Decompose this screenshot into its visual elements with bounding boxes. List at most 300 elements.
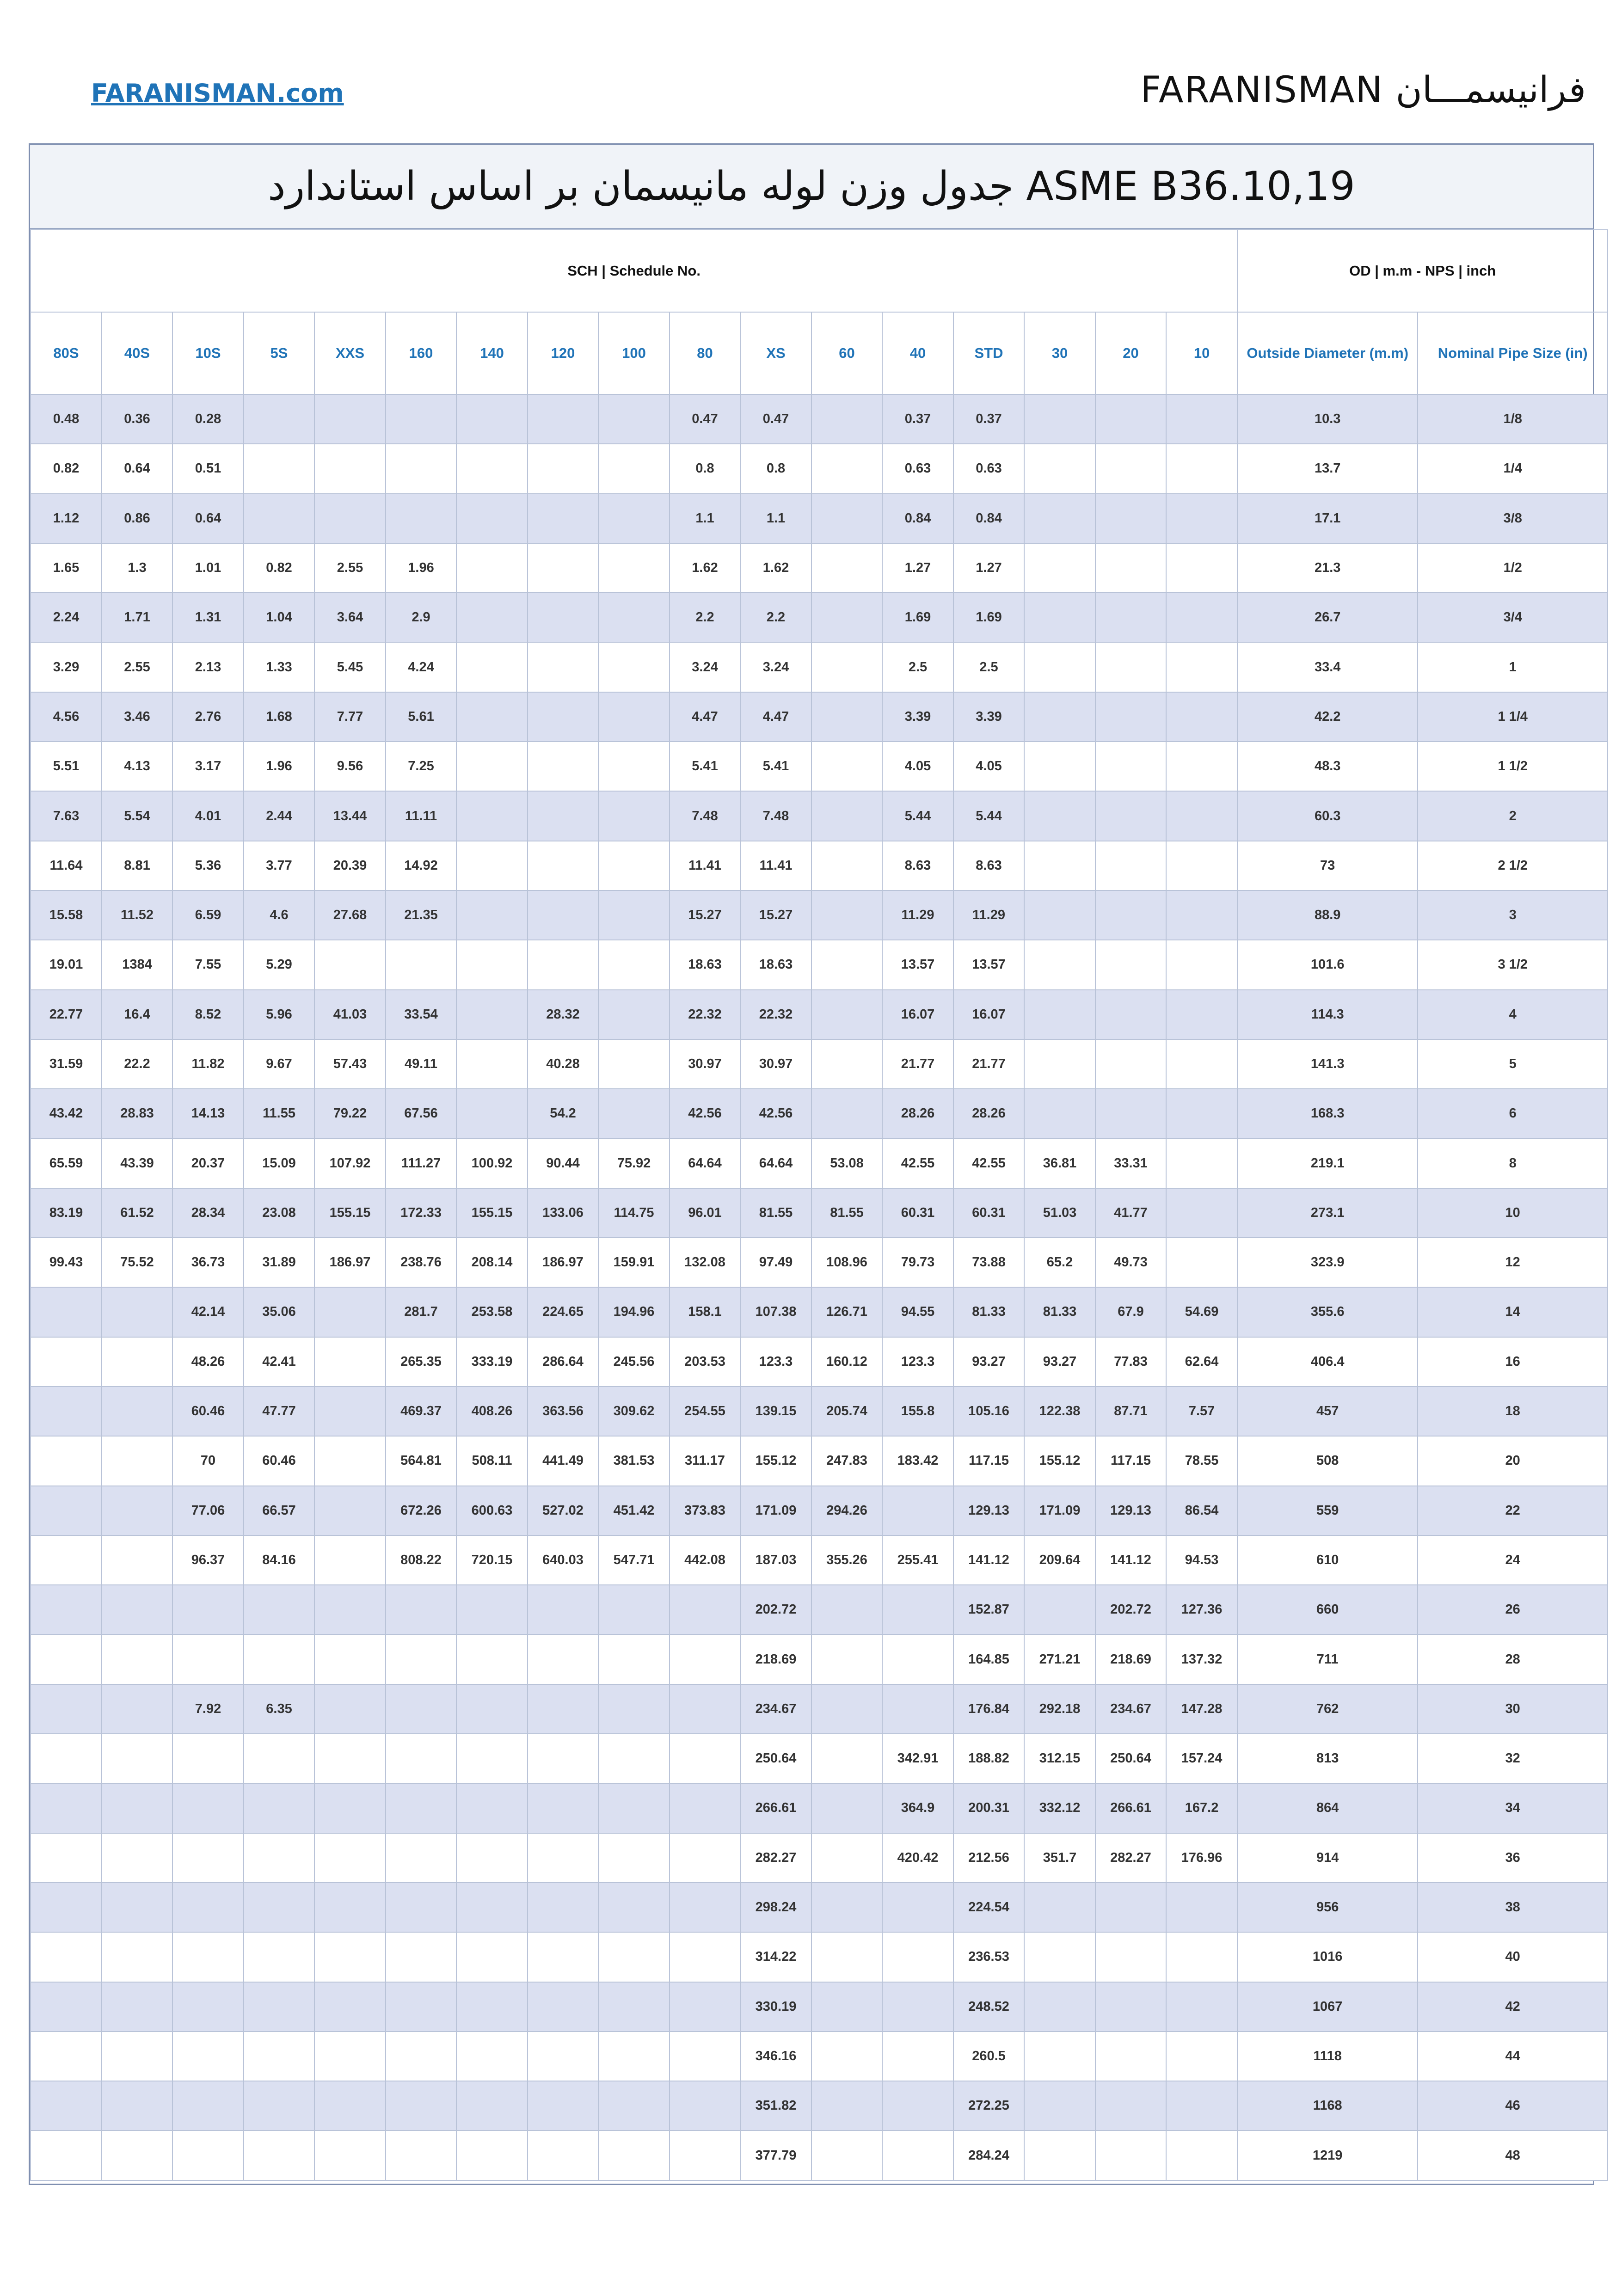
- table-row: [31, 940, 1608, 989]
- table-cell: 3.29: [31, 642, 102, 692]
- table-cell: 7.63: [31, 791, 102, 841]
- table-cell: 11.82: [172, 1039, 244, 1089]
- table-cell: 60.3: [1237, 791, 1418, 841]
- table-cell: [386, 940, 456, 989]
- table-cell: [811, 742, 882, 791]
- table-row: [31, 890, 1608, 940]
- table-row: [31, 1734, 1608, 1783]
- table-cell: [1166, 543, 1237, 593]
- table-cell: 77.06: [172, 1486, 244, 1535]
- table-cell: 323.9: [1237, 1238, 1418, 1287]
- table-cell: 346.16: [740, 2032, 811, 2081]
- table-cell: [1095, 1089, 1166, 1138]
- table-cell: [456, 742, 528, 791]
- table-cell: 0.51: [172, 444, 244, 493]
- table-cell: [456, 394, 528, 444]
- column-header: Nominal Pipe Size (in): [1418, 312, 1608, 394]
- table-cell: [386, 1585, 456, 1634]
- table-cell: [528, 1883, 598, 1932]
- table-cell: 87.71: [1095, 1387, 1166, 1436]
- table-row: [31, 1783, 1608, 1833]
- table-cell: 49.11: [386, 1039, 456, 1089]
- table-cell: 813: [1237, 1734, 1418, 1783]
- table-cell: [456, 2130, 528, 2180]
- table-cell: 21.3: [1237, 543, 1418, 593]
- table-cell: 3.17: [172, 742, 244, 791]
- table-cell: [528, 2081, 598, 2130]
- table-cell: 111.27: [386, 1138, 456, 1188]
- table-cell: 355.26: [811, 1535, 882, 1585]
- brand-logo-text: FARANISMAN فرانیسمـــان: [1140, 69, 1586, 111]
- table-cell: [528, 1734, 598, 1783]
- table-cell: 1.65: [31, 543, 102, 593]
- table-cell: 60.31: [953, 1188, 1024, 1238]
- table-cell: 60.31: [882, 1188, 953, 1238]
- table-cell: [1095, 1039, 1166, 1089]
- table-cell: [314, 1883, 386, 1932]
- table-cell: 0.47: [670, 394, 740, 444]
- table-cell: 282.27: [1095, 1833, 1166, 1883]
- weight-table-sheet: [29, 143, 1594, 2185]
- table-cell: 281.7: [386, 1287, 456, 1337]
- table-cell: 254.55: [670, 1387, 740, 1436]
- table-cell: [1024, 1585, 1095, 1634]
- table-cell: 8.63: [953, 841, 1024, 890]
- table-cell: [102, 1387, 172, 1436]
- table-cell: [1095, 642, 1166, 692]
- table-cell: 79.73: [882, 1238, 953, 1287]
- table-cell: [882, 1486, 953, 1535]
- table-cell: [670, 1932, 740, 1982]
- table-cell: [598, 1039, 670, 1089]
- table-cell: 234.67: [740, 1684, 811, 1734]
- table-cell: [670, 1684, 740, 1734]
- table-cell: 141.12: [953, 1535, 1024, 1585]
- table-cell: [1024, 841, 1095, 890]
- table-cell: 22.32: [670, 990, 740, 1039]
- table-cell: [314, 394, 386, 444]
- table-cell: [102, 2032, 172, 2081]
- table-cell: [102, 2130, 172, 2180]
- table-cell: [172, 1982, 244, 2032]
- table-cell: 373.83: [670, 1486, 740, 1535]
- table-cell: 11.29: [953, 890, 1024, 940]
- table-cell: [528, 692, 598, 742]
- table-cell: [670, 2032, 740, 2081]
- table-cell: [244, 444, 314, 493]
- table-cell: [1024, 2032, 1095, 2081]
- table-cell: 54.69: [1166, 1287, 1237, 1337]
- table-cell: 265.35: [386, 1337, 456, 1387]
- table-cell: 527.02: [528, 1486, 598, 1535]
- table-cell: [1024, 642, 1095, 692]
- table-cell: 33.54: [386, 990, 456, 1039]
- table-cell: 155.12: [740, 1436, 811, 1486]
- table-cell: [882, 2081, 953, 2130]
- table-cell: [244, 1883, 314, 1932]
- table-cell: 255.41: [882, 1535, 953, 1585]
- table-cell: [244, 2032, 314, 2081]
- table-cell: [314, 1585, 386, 1634]
- table-cell: 44: [1418, 2032, 1608, 2081]
- table-cell: 236.53: [953, 1932, 1024, 1982]
- table-cell: 420.42: [882, 1833, 953, 1883]
- table-cell: 47.77: [244, 1387, 314, 1436]
- table-cell: [386, 444, 456, 493]
- table-cell: 129.13: [1095, 1486, 1166, 1535]
- table-cell: [456, 1089, 528, 1138]
- table-cell: [31, 1883, 102, 1932]
- table-cell: [1166, 1039, 1237, 1089]
- table-cell: [456, 1585, 528, 1634]
- table-cell: [102, 1734, 172, 1783]
- table-row: [31, 692, 1608, 742]
- table-cell: 0.37: [953, 394, 1024, 444]
- table-cell: [31, 1585, 102, 1634]
- table-cell: 11.55: [244, 1089, 314, 1138]
- table-cell: 49.73: [1095, 1238, 1166, 1287]
- table-cell: [598, 1089, 670, 1138]
- table-cell: 1168: [1237, 2081, 1418, 2130]
- table-cell: 1016: [1237, 1932, 1418, 1982]
- table-cell: 355.6: [1237, 1287, 1418, 1337]
- table-cell: [1166, 642, 1237, 692]
- table-cell: 564.81: [386, 1436, 456, 1486]
- table-cell: 64.64: [670, 1138, 740, 1188]
- table-cell: [244, 2081, 314, 2130]
- table-cell: 0.63: [882, 444, 953, 493]
- site-link[interactable]: FARANISMAN.com: [91, 79, 344, 108]
- table-cell: [1166, 1932, 1237, 1982]
- column-header: 30: [1024, 312, 1095, 394]
- table-cell: 10.3: [1237, 394, 1418, 444]
- table-cell: 93.27: [1024, 1337, 1095, 1387]
- table-cell: [386, 1982, 456, 2032]
- table-cell: [528, 543, 598, 593]
- table-cell: [386, 1932, 456, 1982]
- table-row: [31, 2032, 1608, 2081]
- table-cell: [1024, 990, 1095, 1039]
- table-cell: 81.55: [740, 1188, 811, 1238]
- table-cell: 157.24: [1166, 1734, 1237, 1783]
- column-header: 10: [1166, 312, 1237, 394]
- table-cell: 3.39: [882, 692, 953, 742]
- table-cell: 250.64: [740, 1734, 811, 1783]
- table-cell: [314, 1436, 386, 1486]
- table-cell: [31, 1287, 102, 1337]
- table-cell: 22.2: [102, 1039, 172, 1089]
- table-cell: 0.36: [102, 394, 172, 444]
- table-cell: [1166, 444, 1237, 493]
- table-cell: [1095, 940, 1166, 989]
- table-cell: [528, 444, 598, 493]
- table-cell: 16.4: [102, 990, 172, 1039]
- table-cell: 469.37: [386, 1387, 456, 1436]
- table-cell: [528, 1833, 598, 1883]
- table-cell: [598, 1982, 670, 2032]
- table-cell: [244, 1982, 314, 2032]
- table-cell: 5.51: [31, 742, 102, 791]
- table-cell: 28.83: [102, 1089, 172, 1138]
- table-cell: 13.57: [882, 940, 953, 989]
- table-cell: 1.31: [172, 593, 244, 642]
- table-cell: [31, 1833, 102, 1883]
- table-cell: 720.15: [456, 1535, 528, 1585]
- table-cell: [1095, 1932, 1166, 1982]
- table-cell: 1.27: [953, 543, 1024, 593]
- table-cell: 42.55: [882, 1138, 953, 1188]
- table-cell: 2.13: [172, 642, 244, 692]
- table-cell: 224.65: [528, 1287, 598, 1337]
- table-cell: [102, 1287, 172, 1337]
- table-cell: [1095, 692, 1166, 742]
- table-cell: 2.55: [102, 642, 172, 692]
- table-cell: [314, 1634, 386, 1684]
- table-cell: 78.55: [1166, 1436, 1237, 1486]
- table-row: [31, 1337, 1608, 1387]
- table-row: [31, 543, 1608, 593]
- table-row: [31, 1883, 1608, 1932]
- table-cell: 30: [1418, 1684, 1608, 1734]
- table-row: [31, 990, 1608, 1039]
- table-cell: 248.52: [953, 1982, 1024, 2032]
- table-cell: 610: [1237, 1535, 1418, 1585]
- table-cell: 508: [1237, 1436, 1418, 1486]
- table-cell: [31, 1684, 102, 1734]
- table-cell: 96.37: [172, 1535, 244, 1585]
- table-cell: [811, 642, 882, 692]
- table-cell: 311.17: [670, 1436, 740, 1486]
- table-row: [31, 394, 1608, 444]
- table-cell: 1/8: [1418, 394, 1608, 444]
- table-cell: [102, 1932, 172, 1982]
- table-cell: 66.57: [244, 1486, 314, 1535]
- table-cell: 107.92: [314, 1138, 386, 1188]
- table-cell: 186.97: [528, 1238, 598, 1287]
- table-cell: [1166, 791, 1237, 841]
- table-cell: 83.19: [31, 1188, 102, 1238]
- table-cell: 238.76: [386, 1238, 456, 1287]
- table-cell: 0.28: [172, 394, 244, 444]
- table-cell: 147.28: [1166, 1684, 1237, 1734]
- table-cell: [456, 841, 528, 890]
- table-cell: 81.33: [953, 1287, 1024, 1337]
- table-cell: 62.64: [1166, 1337, 1237, 1387]
- table-cell: 33.4: [1237, 642, 1418, 692]
- table-cell: [102, 1684, 172, 1734]
- table-cell: [1166, 692, 1237, 742]
- table-cell: 43.42: [31, 1089, 102, 1138]
- table-cell: [1095, 2130, 1166, 2180]
- table-cell: 442.08: [670, 1535, 740, 1585]
- column-header: 20: [1095, 312, 1166, 394]
- table-row: [31, 1932, 1608, 1982]
- table-cell: [1024, 2130, 1095, 2180]
- table-cell: 1.27: [882, 543, 953, 593]
- table-cell: 129.13: [953, 1486, 1024, 1535]
- table-cell: 155.15: [314, 1188, 386, 1238]
- table-cell: [670, 1833, 740, 1883]
- table-cell: [1024, 444, 1095, 493]
- table-cell: 5.36: [172, 841, 244, 890]
- table-cell: 36: [1418, 1833, 1608, 1883]
- table-cell: [811, 990, 882, 1039]
- table-cell: 108.96: [811, 1238, 882, 1287]
- table-cell: [1024, 2081, 1095, 2130]
- table-cell: [670, 2130, 740, 2180]
- table-cell: [528, 494, 598, 543]
- table-cell: 0.37: [882, 394, 953, 444]
- table-cell: 4.24: [386, 642, 456, 692]
- table-cell: 234.67: [1095, 1684, 1166, 1734]
- table-cell: 711: [1237, 1634, 1418, 1684]
- table-cell: [528, 1783, 598, 1833]
- table-cell: [456, 1734, 528, 1783]
- table-cell: 114.75: [598, 1188, 670, 1238]
- table-cell: 2.55: [314, 543, 386, 593]
- table-cell: 67.56: [386, 1089, 456, 1138]
- table-cell: [882, 2032, 953, 2081]
- table-cell: 0.82: [31, 444, 102, 493]
- table-cell: 5: [1418, 1039, 1608, 1089]
- table-cell: [1024, 742, 1095, 791]
- table-cell: 8.63: [882, 841, 953, 890]
- table-cell: [598, 890, 670, 940]
- table-cell: 200.31: [953, 1783, 1024, 1833]
- table-cell: [670, 1634, 740, 1684]
- table-cell: 1.69: [953, 593, 1024, 642]
- table-cell: 1.69: [882, 593, 953, 642]
- table-cell: [314, 1535, 386, 1585]
- table-cell: [598, 1684, 670, 1734]
- table-cell: 18.63: [670, 940, 740, 989]
- table-cell: 11.41: [670, 841, 740, 890]
- table-cell: [811, 1039, 882, 1089]
- table-cell: 75.92: [598, 1138, 670, 1188]
- table-cell: 1 1/4: [1418, 692, 1608, 742]
- table-cell: [456, 642, 528, 692]
- table-cell: [670, 2081, 740, 2130]
- table-row: [31, 1238, 1608, 1287]
- table-cell: 171.09: [1024, 1486, 1095, 1535]
- table-cell: 3.46: [102, 692, 172, 742]
- table-cell: 117.15: [1095, 1436, 1166, 1486]
- table-cell: [598, 1734, 670, 1783]
- table-cell: 1/4: [1418, 444, 1608, 493]
- table-cell: 1.01: [172, 543, 244, 593]
- table-cell: 1/2: [1418, 543, 1608, 593]
- table-cell: [882, 2130, 953, 2180]
- table-cell: [102, 1833, 172, 1883]
- table-cell: [1166, 394, 1237, 444]
- table-row: [31, 1138, 1608, 1188]
- table-cell: 1.3: [102, 543, 172, 593]
- table-cell: 75.52: [102, 1238, 172, 1287]
- table-cell: [386, 1734, 456, 1783]
- table-cell: 30.97: [670, 1039, 740, 1089]
- table-cell: 5.29: [244, 940, 314, 989]
- table-row: [31, 1684, 1608, 1734]
- table-cell: [386, 1833, 456, 1883]
- table-cell: [314, 494, 386, 543]
- table-cell: 7.48: [740, 791, 811, 841]
- table-cell: [102, 1585, 172, 1634]
- table-cell: 94.55: [882, 1287, 953, 1337]
- table-cell: 13.44: [314, 791, 386, 841]
- table-cell: 36.81: [1024, 1138, 1095, 1188]
- table-cell: 7.57: [1166, 1387, 1237, 1436]
- table-cell: [1166, 940, 1237, 989]
- table-cell: [244, 1833, 314, 1883]
- table-cell: 7.48: [670, 791, 740, 841]
- table-cell: 65.2: [1024, 1238, 1095, 1287]
- table-cell: 351.7: [1024, 1833, 1095, 1883]
- table-cell: [102, 1486, 172, 1535]
- table-cell: [102, 2081, 172, 2130]
- table-cell: [598, 1833, 670, 1883]
- table-cell: 8: [1418, 1138, 1608, 1188]
- table-cell: 5.41: [670, 742, 740, 791]
- column-header: 120: [528, 312, 598, 394]
- table-cell: 54.2: [528, 1089, 598, 1138]
- table-cell: [456, 543, 528, 593]
- table-cell: [314, 2130, 386, 2180]
- table-cell: [456, 444, 528, 493]
- table-cell: 0.63: [953, 444, 1024, 493]
- table-cell: 61.52: [102, 1188, 172, 1238]
- table-cell: 42.56: [670, 1089, 740, 1138]
- table-cell: [528, 394, 598, 444]
- table-cell: 1219: [1237, 2130, 1418, 2180]
- table-cell: 114.3: [1237, 990, 1418, 1039]
- table-cell: 51.03: [1024, 1188, 1095, 1238]
- table-cell: [598, 1783, 670, 1833]
- table-cell: [314, 444, 386, 493]
- table-cell: [456, 593, 528, 642]
- table-cell: 141.3: [1237, 1039, 1418, 1089]
- table-cell: [1095, 543, 1166, 593]
- column-header: 140: [456, 312, 528, 394]
- table-cell: 77.83: [1095, 1337, 1166, 1387]
- table-cell: 309.62: [598, 1387, 670, 1436]
- column-header: 80: [670, 312, 740, 394]
- table-row: [31, 444, 1608, 493]
- table-cell: 0.84: [882, 494, 953, 543]
- table-cell: 171.09: [740, 1486, 811, 1535]
- table-cell: [456, 990, 528, 1039]
- table-cell: [598, 642, 670, 692]
- table-cell: [102, 1436, 172, 1486]
- table-cell: 4.6: [244, 890, 314, 940]
- table-cell: 0.8: [740, 444, 811, 493]
- table-cell: 2 1/2: [1418, 841, 1608, 890]
- table-cell: [1024, 1982, 1095, 2032]
- table-cell: 4.13: [102, 742, 172, 791]
- table-cell: [456, 1932, 528, 1982]
- table-cell: [811, 2032, 882, 2081]
- table-cell: 43.39: [102, 1138, 172, 1188]
- table-cell: [811, 1982, 882, 2032]
- table-cell: 1.62: [740, 543, 811, 593]
- table-cell: [172, 2130, 244, 2180]
- table-cell: [670, 1982, 740, 2032]
- table-cell: 35.06: [244, 1287, 314, 1337]
- table-cell: [598, 1634, 670, 1684]
- table-cell: 4.47: [670, 692, 740, 742]
- table-title: جدول وزن لوله مانیسمان بر اساس استاندارد ASME B36.10,19: [30, 145, 1593, 229]
- table-cell: 250.64: [1095, 1734, 1166, 1783]
- table-cell: [244, 1932, 314, 1982]
